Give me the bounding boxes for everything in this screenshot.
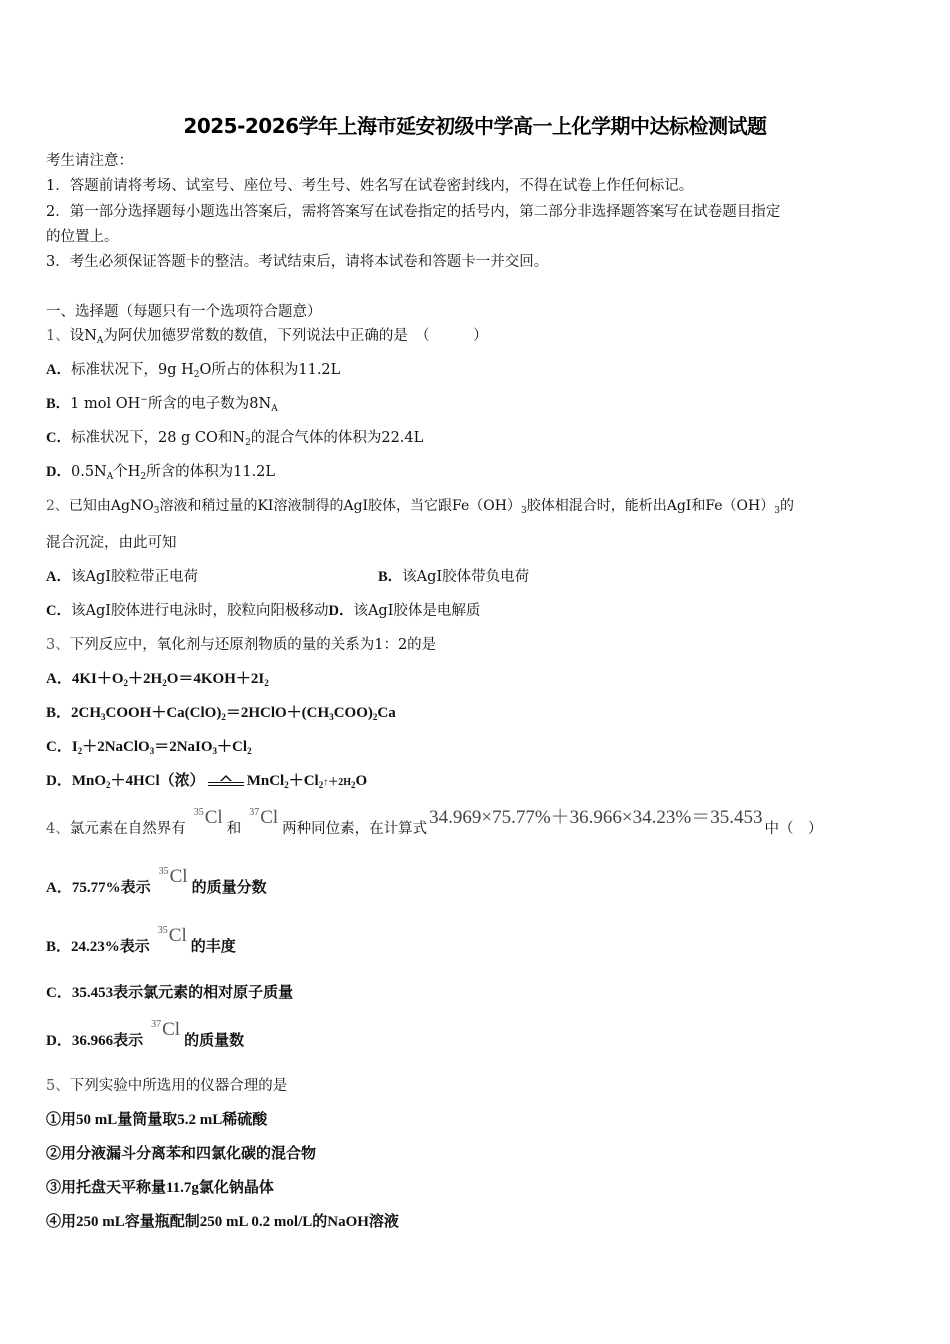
notice-item-2: 2．第一部分选择题每小题选出答案后，需将答案写在试卷指定的括号内，第二部分非选择题答案写在试卷题目指定 (46, 204, 781, 220)
question-3-stem: 3、下列反应中，氧化剂与还原剂物质的量的关系为1：2的是 (46, 637, 437, 653)
question-2-stem-line1: 2、已知由AgNO$_3$溶液和稍过量的KI溶液制得的AgI胶体，当它跟$Fe(OH)_3$胶体相混合时，能析出AgI和$Fe(OH)_3$的 (46, 498, 794, 516)
isotope-cl37: $^{37}$Cl (151, 1019, 181, 1040)
question-5-item-3: ③用托盘天平称量11.7g氯化钠晶体 (46, 1180, 274, 1196)
question-4-option-a[interactable]: A．75.77%表示$^{35}$Cl的质量分数 (46, 866, 267, 896)
notice-item-2-cont: 的位置上。 (46, 229, 119, 245)
question-5-item-2: ②用分液漏斗分离苯和四氯化碳的混合物 (46, 1146, 317, 1162)
notice-heading: 考生请注意： (46, 153, 133, 169)
question-1-stem: 1、设$N_A$为阿伏加德罗常数的数值，下列说法中正确的是 （ ） (46, 328, 488, 346)
question-5-item-4: ④用250 mL容量瓶配制250 mL 0.2 mol/L的NaOH溶液 (46, 1214, 399, 1230)
question-1-option-d[interactable]: D．$0.5N_A$个$H_2$所含的体积为11.2L (46, 464, 276, 482)
question-2-option-a[interactable]: A．该AgI胶粒带正电荷 (46, 569, 198, 585)
question-1-option-c[interactable]: C．标准状况下，28 g CO和$N_2$的混合气体的体积为22.4L (46, 430, 424, 448)
question-4-option-c[interactable]: C．35.453表示氯元素的相对原子质量 (46, 985, 294, 1001)
question-number: 3、 (46, 637, 70, 653)
question-2-stem-line2: 混合沉淀，由此可知 (46, 535, 177, 551)
question-2-option-b[interactable]: B．该AgI胶体带负电荷 (378, 569, 530, 585)
question-number: 2、 (46, 498, 69, 514)
question-3-option-a[interactable]: A．$4KI+O_2+2H_2O=4KOH+2I_2$ (46, 671, 269, 688)
question-4-option-b[interactable]: B．24.23%表示$^{35}$Cl的丰度 (46, 925, 236, 955)
notice-item-1: 1．答题前请将考场、试室号、座位号、考生号、姓名写在试卷密封线内，不得在试卷上作任何标记。 (46, 178, 694, 194)
question-number: 5、 (46, 1078, 70, 1094)
question-4-stem: 4、氯元素在自然界有$^{35}$Cl和$^{37}$Cl两种同位素，在计算式34.969×75.77%＋36.966×34.23%＝35.453中（ ） (46, 807, 823, 837)
question-5-item-1: ①用50 mL量筒量取5.2 mL稀硫酸 (46, 1112, 268, 1128)
question-2-options-row-1 (46, 567, 906, 587)
question-1-option-a[interactable]: A．标准状况下，9g $H_2O$所占的体积为11.2L (46, 362, 341, 380)
question-number: 4、 (46, 821, 70, 837)
question-1-option-b[interactable]: B．1 mol OH−所含的电子数为$8N_A$ (46, 395, 278, 414)
notice-item-3: 3．考生必须保证答题卡的整洁。考试结束后，请将本试卷和答题卡一并交回。 (46, 254, 549, 270)
question-2-option-d[interactable]: D．该AgI胶体是电解质 (328, 603, 481, 619)
section-heading: 一、选择题（每题只有一个选项符合题意） (46, 304, 322, 320)
question-3-option-d[interactable]: D．MnO$_2$＋4HCl（浓） $MnCl_2+Cl_2↑+2H_2O$ (46, 773, 368, 790)
calculation-formula: 34.969×75.77%＋36.966×34.23%＝35.453 (429, 807, 763, 828)
heating-condition-icon (206, 775, 246, 789)
question-2-options-row-2 (46, 601, 480, 621)
isotope-cl35: $^{35}$Cl (193, 807, 223, 828)
question-number: 1、 (46, 328, 70, 344)
question-3-option-c[interactable]: C．$I_2+2NaClO_3=2NaIO_3+Cl_2$ (46, 739, 252, 756)
question-4-option-d[interactable]: D．36.966表示$^{37}$Cl的质量数 (46, 1019, 245, 1049)
isotope-cl37: $^{37}$Cl (249, 807, 279, 828)
question-3-option-b[interactable]: B．$2CH_3COOH+Ca(ClO)_2=2HClO+(CH_3COO)_2Ca$ (46, 705, 396, 722)
page-title: 2025-2026学年上海市延安初级中学高一上化学期中达标检测试题 (183, 114, 767, 138)
isotope-cl35: $^{35}$Cl (157, 925, 187, 946)
question-2-option-c[interactable]: C．该AgI胶体进行电泳时，胶粒向阳极移动 (46, 603, 329, 619)
question-5-stem: 5、下列实验中所选用的仪器合理的是 (46, 1078, 288, 1094)
isotope-cl35: $^{35}$Cl (158, 866, 188, 887)
